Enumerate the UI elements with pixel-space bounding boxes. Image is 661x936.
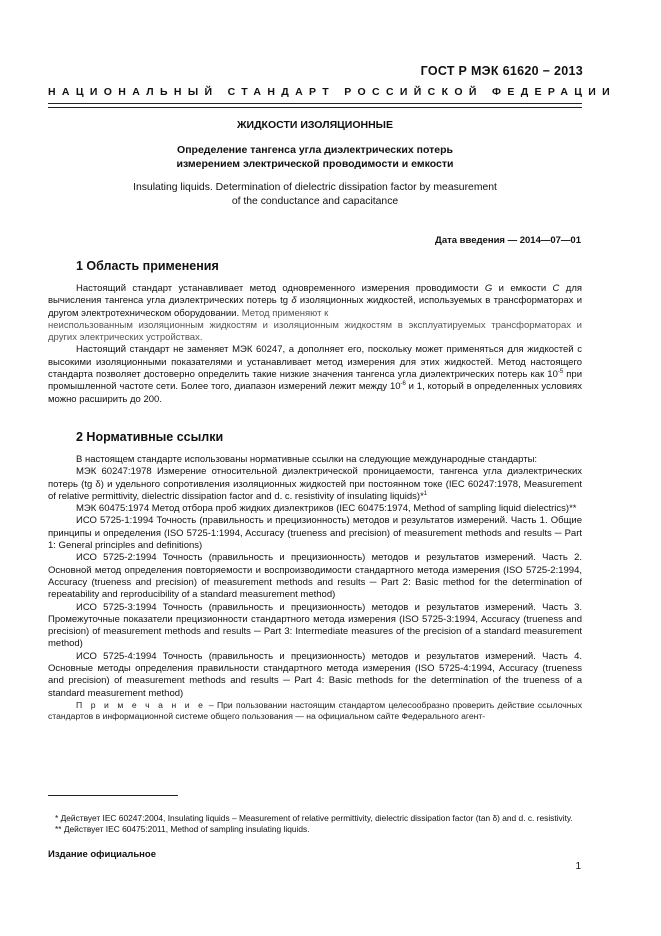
header-rule-top xyxy=(48,103,582,104)
reference-iso-5725-1: ИСО 5725-1:1994 Точность (правильность и прецизионность) методов и результатов измерений. Часть 1. Общие принципы и определения (ISO 5725-1:1994, Accuracy (trueness and precision) of measurement methods and results ─ Part 1: General principles and definitions) xyxy=(48,515,582,552)
section-1-title: 1 Область применения xyxy=(76,259,219,273)
section-2-title: 2 Нормативные ссылки xyxy=(76,430,224,444)
english-title-line-2: of the conductance and capacitance xyxy=(231,195,399,207)
footnote-divider xyxy=(48,795,178,796)
footnote-2: ** Действует IEC 60475:2011, Method of sampling insulating liquids. xyxy=(55,824,310,834)
references-note: П р и м е ч а н и е – При пользовании настоящим стандартом целесообразно проверить действие ссылочных стандартов в информационной системе общего пользования — на официальном сайте Федерального агент- xyxy=(48,699,583,721)
reference-iso-5725-4: ИСО 5725-4:1994 Точность (правильность и прецизионность) методов и результатов измерений. Часть 4. Основные методы определения правильности стандартного метода измерения (ISO 5725-4:1994, Accuracy (trueness and precision) of measurement methods and results ─ Part 4: Basic methods for the determination of the trueness of a standard measurement method) xyxy=(48,650,582,699)
footnote-1: * Действует IEC 60247:2004, Insulating liquids – Measurement of relative permittivity, dielectric dissipation factor (tan δ) and d. c. resistivity. xyxy=(55,813,573,823)
official-edition-label: Издание официальное xyxy=(48,849,156,860)
subtitle-line-2: измерением электрической проводимости и емкости xyxy=(176,158,454,170)
document-title: ЖИДКОСТИ ИЗОЛЯЦИОННЫЕ xyxy=(237,119,393,131)
scope-paragraph-2: Настоящий стандарт не заменяет МЭК 60247, а дополняет его, поскольку может применяться для жидкостей с высокими изоляционными показателями и устанавливает метод измерения для этих жидкостей. Метод настоящего стандарта позволяет достоверно определить такие низкие значения тангенса угла диэлектрических потерь как $10^{-5}$ при промышленной частоте сети. Более того, диапазон измерений лежит между $10^{-6}$ и 1, который в определенных условиях можно расширить до 200. xyxy=(48,344,583,405)
reference-iec-60475: МЭК 60475:1974 Метод отбора проб жидких диэлектриков (IEC 60475:1974, Method of sampling liquid dielectrics)** xyxy=(76,503,577,515)
english-title-line-1: Insulating liquids. Determination of dielectric dissipation factor by measurement xyxy=(133,182,497,193)
document-subtitle xyxy=(120,143,510,171)
scope-paragraph-1: Настоящий стандарт устанавливает метод одновременного измерения проводимости G и емкости C для вычисления тангенса угла диэлектрических потерь tg δ изоляционных жидкостей, используемых в трансформаторах и другом электротехническом оборудовании. Метод применяют к xyxy=(48,283,583,319)
standard-code: ГОСТ Р МЭК 61620 − 2013 xyxy=(420,64,583,78)
section-1-body xyxy=(48,283,582,406)
reference-iso-5725-3: ИСО 5725-3:1994 Точность (правильность и прецизионность) методов и результатов измерений. Часть 3. Промежуточные показатели прецизионности стандартного метода измерения (ISO 5725-3:1994, Accuracy (trueness and precision) of measurement methods and results ─ Part 3: Intermediate measures of the precision of a standard measurement method) xyxy=(48,601,582,650)
subtitle-line-1: Определение тангенса угла диэлектрических потерь xyxy=(177,144,453,156)
footnotes xyxy=(48,813,582,835)
section-2-body xyxy=(48,454,582,722)
header-rule-bottom xyxy=(48,107,582,108)
reference-iec-60247: МЭК 60247:1978 Измерение относительной диэлектрической проницаемости, тангенса угла диэлектрических потерь (tg δ) и удельного сопротивления изоляционных жидкостей при постоянном токе (IEC 60247:1978, Measurement of relative permittivity, dielectric dissipation factor and d. c. resistivity of insulating liquids)*$^1$ xyxy=(48,466,582,502)
national-standard-banner: НАЦИОНАЛЬНЫЙ СТАНДАРТ РОССИЙСКОЙ ФЕДЕРАЦИИ xyxy=(48,86,617,98)
english-title xyxy=(100,181,530,208)
reference-iso-5725-2: ИСО 5725-2:1994 Точность (правильность и прецизионность) методов и результатов измерений. Часть 2. Основной метод определения повторяемости и воспроизводимости стандартного метода измерения (ISO 5725-2:1994, Accuracy (trueness and precision) of measurement methods and results ─ Part 2: Basic method for the determination of repeatability and reproducibility of a standard measurement method) xyxy=(48,552,582,601)
references-intro: В настоящем стандарте использованы нормативные ссылки на следующие международные стандарты: xyxy=(76,454,538,465)
introduction-date: Дата введения — 2014—07—01 xyxy=(435,235,581,246)
page-number: 1 xyxy=(575,861,581,872)
scope-paragraph-1-continuation: неиспользованным изоляционным жидкостям и изоляционным жидкостям в эксплуатируемых трансформаторах и других электрических устройствах. xyxy=(48,319,582,344)
